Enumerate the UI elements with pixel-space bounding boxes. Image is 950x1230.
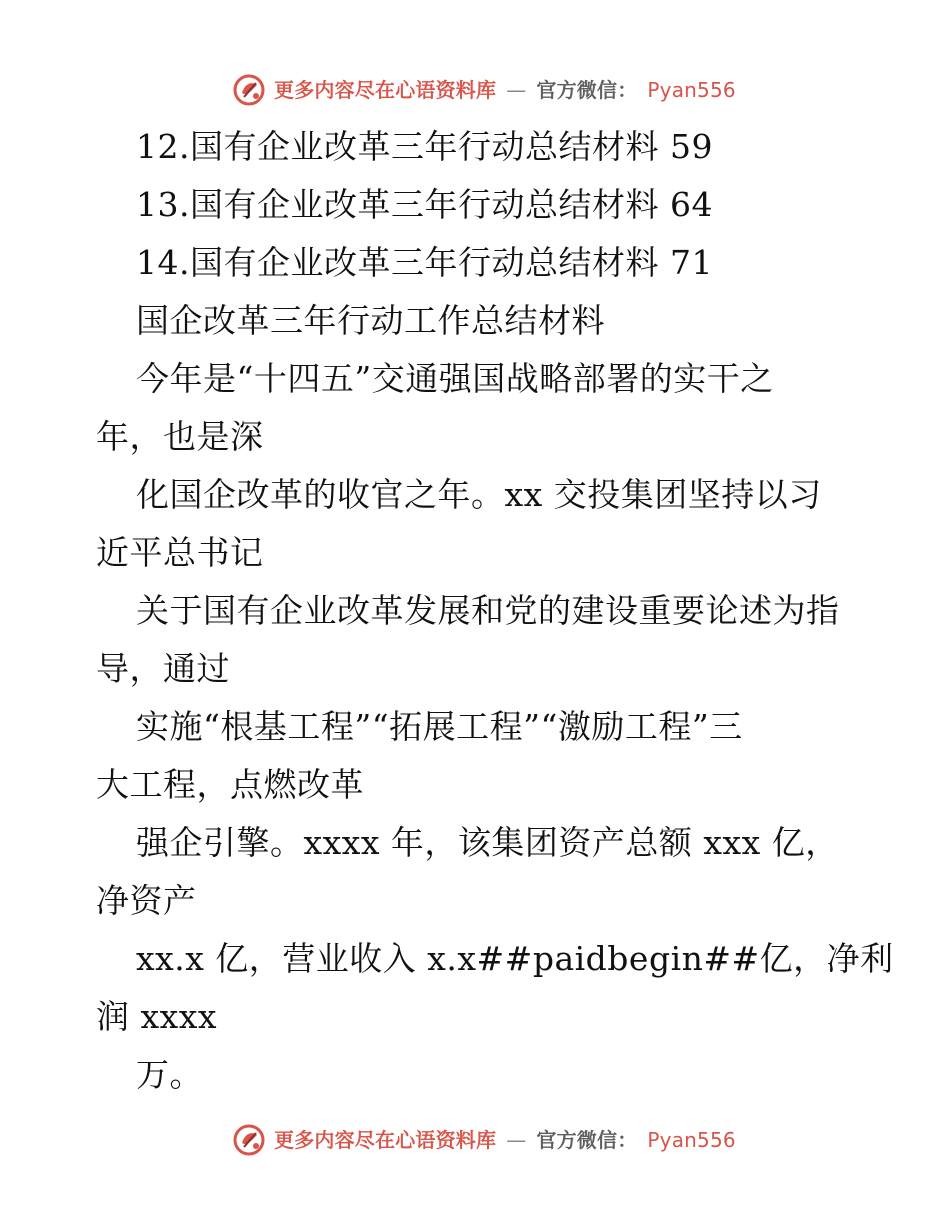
toc-entry-14: 14.国有企业改革三年行动总结材料 71 xyxy=(136,243,713,282)
watermark-wechat-id: Pyan556 xyxy=(647,78,736,102)
watermark-official-label: 官方微信： xyxy=(536,1128,638,1152)
toc-entry-12: 12.国有企业改革三年行动总结材料 59 xyxy=(136,127,713,166)
brand-logo-icon xyxy=(232,1123,266,1157)
document-body xyxy=(96,118,894,1104)
paragraph-line: 大工程，点燃改革 xyxy=(96,765,364,804)
paragraph-line: 万。 xyxy=(136,1055,203,1094)
watermark-brand-text: 更多内容尽在心语资料库 xyxy=(274,1128,497,1152)
watermark-wechat-id: Pyan556 xyxy=(647,1128,736,1152)
watermark-official-label: 官方微信： xyxy=(536,78,638,102)
paragraph-line: 化国企改革的收官之年。xx 交投集团坚持以习 xyxy=(136,475,822,514)
section-title: 国企改革三年行动工作总结材料 xyxy=(136,301,605,340)
paragraph-line: 净资产 xyxy=(96,881,197,920)
paragraph-line: 年，也是深 xyxy=(96,417,264,456)
paragraph-line: 导，通过 xyxy=(96,649,230,688)
paragraph-line: 强企引擎。xxxx 年，该集团资产总额 xxx 亿， xyxy=(136,823,839,862)
footer-watermark xyxy=(232,1120,752,1160)
brand-logo-icon xyxy=(232,73,266,107)
paragraph-line: 关于国有企业改革发展和党的建设重要论述为指 xyxy=(136,591,840,630)
toc-entry-13: 13.国有企业改革三年行动总结材料 64 xyxy=(136,185,713,224)
paragraph-line: 实施“根基工程”“拓展工程”“激励工程”三 xyxy=(136,707,743,746)
paragraph-line: 今年是“十四五”交通强国战略部署的实干之 xyxy=(136,359,774,398)
paragraph-line: 近平总书记 xyxy=(96,533,264,572)
paragraph-line: xx.x 亿，营业收入 x.x##paidbegin##亿，净利 xyxy=(136,939,894,978)
paragraph-line: 润 xxxx xyxy=(96,997,217,1036)
watermark-separator: — xyxy=(506,78,527,102)
header-watermark xyxy=(232,70,752,110)
watermark-separator: — xyxy=(506,1128,527,1152)
watermark-brand-text: 更多内容尽在心语资料库 xyxy=(274,78,497,102)
